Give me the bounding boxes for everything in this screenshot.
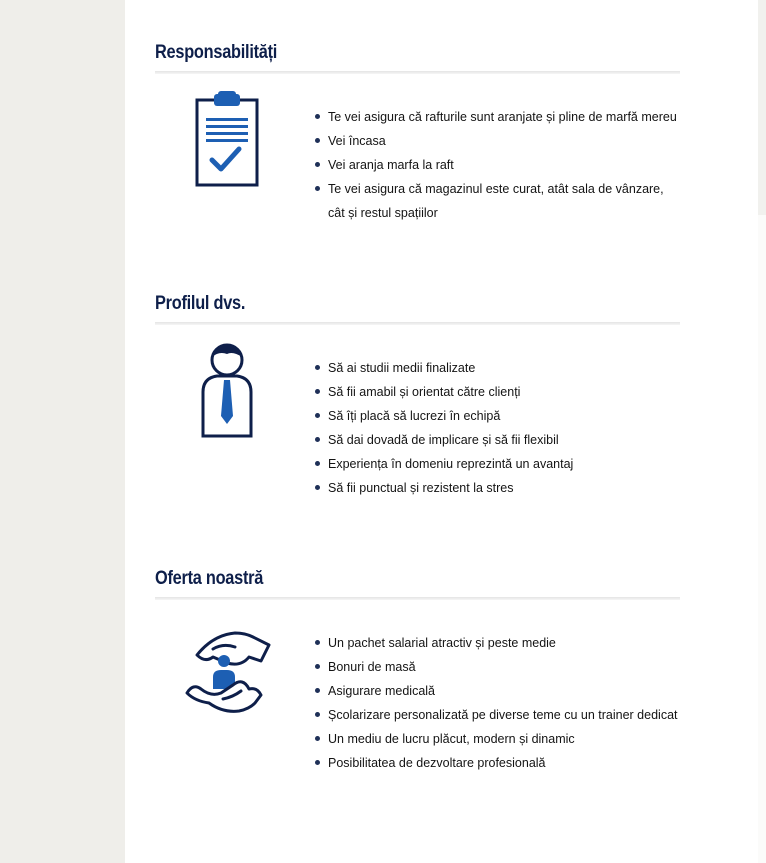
scrollbar-track[interactable]	[758, 0, 766, 215]
list-item: Asigurare medicală	[328, 679, 678, 703]
left-background	[0, 0, 125, 863]
list-item: Posibilitatea de dezvoltare profesională	[328, 751, 678, 775]
list-item: Vei aranja marfa la raft	[328, 153, 678, 177]
list-item: Bonuri de masă	[328, 655, 678, 679]
clipboard-check-icon	[192, 90, 262, 190]
list-item: Te vei asigura că rafturile sunt aranjate și pline de marfă mereu	[328, 105, 678, 129]
profile-list	[328, 356, 573, 500]
section-offer	[155, 566, 680, 600]
offer-list	[328, 631, 678, 775]
list-item: Să fii amabil și orientat către clienți	[328, 380, 573, 404]
list-item: Experiența în domeniu reprezintă un avantaj	[328, 452, 573, 476]
section-divider	[155, 322, 680, 325]
list-item: Să dai dovadă de implicare și să fii flexibil	[328, 428, 573, 452]
responsibilities-list	[328, 105, 678, 225]
page-edge	[758, 215, 766, 863]
section-title: Oferta noastră	[155, 568, 264, 589]
list-item: Școlarizare personalizată pe diverse teme cu un trainer dedicat	[328, 703, 678, 727]
section-divider	[155, 597, 680, 600]
list-item: Un pachet salarial atractiv și peste medie	[328, 631, 678, 655]
list-item: Te vei asigura că magazinul este curat, atât sala de vânzare, cât și restul spațiilor	[328, 177, 678, 225]
list-item: Să ai studii medii finalizate	[328, 356, 573, 380]
list-item: Să îți placă să lucrezi în echipă	[328, 404, 573, 428]
list-item: Vei încasa	[328, 129, 678, 153]
section-divider	[155, 71, 680, 74]
section-profile	[155, 291, 680, 325]
list-item: Un mediu de lucru plăcut, modern și dinamic	[328, 727, 678, 751]
list-item: Să fii punctual și rezistent la stres	[328, 476, 573, 500]
caring-hands-icon	[183, 627, 273, 717]
person-tie-icon	[195, 340, 259, 440]
section-title: Profilul dvs.	[155, 293, 246, 314]
section-responsibilities	[155, 40, 680, 74]
section-title: Responsabilități	[155, 42, 278, 63]
